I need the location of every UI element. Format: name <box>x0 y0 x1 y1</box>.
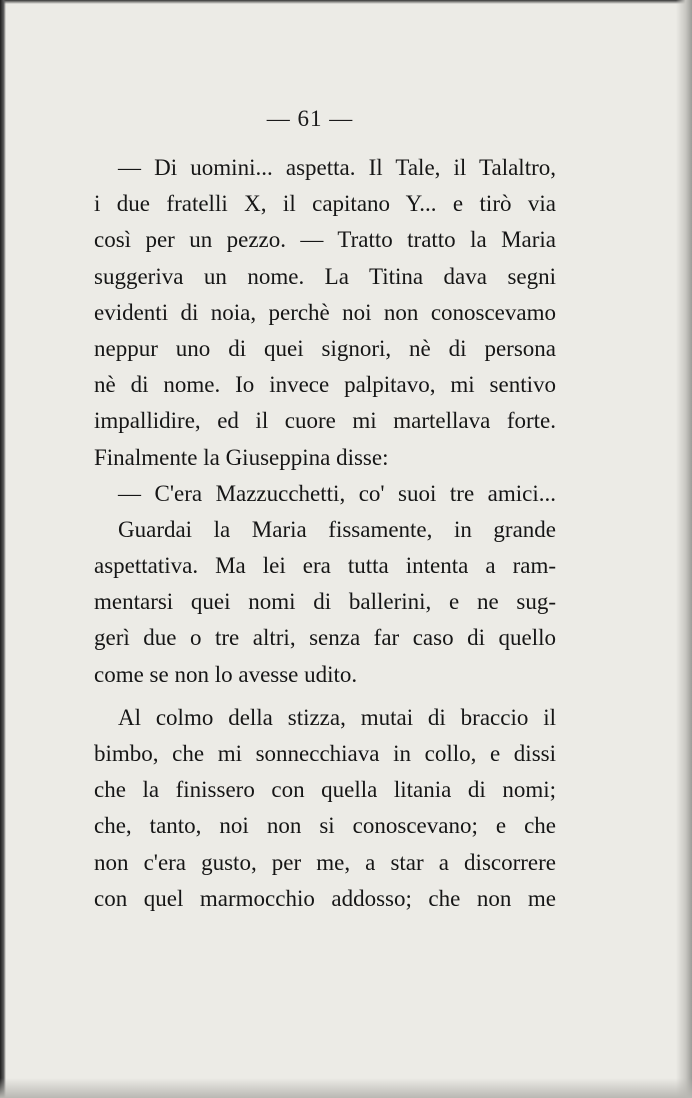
paragraph <box>94 700 556 917</box>
text-line: con quel marmocchio addosso; che non me <box>94 885 556 911</box>
paragraph <box>94 476 556 512</box>
text-line: i due fratelli X, il capitano Y... e tirò via <box>94 191 556 217</box>
page-edge-right <box>676 0 692 1098</box>
text-line: non c'era gusto, per me, a star a discorrere <box>94 849 556 875</box>
text-line: — C'era Mazzucchetti, co' suoi tre amici... <box>118 480 556 506</box>
text-line: Al colmo della stizza, mutai di braccio il <box>118 704 556 730</box>
text-line: impallidire, ed il cuore mi martellava forte. <box>94 408 556 434</box>
text-line: come se non lo avesse udito. <box>94 661 358 687</box>
text-line: nè di nome. Io invece palpitavo, mi sentivo <box>94 372 556 398</box>
text-line: Finalmente la Giuseppina disse: <box>94 444 389 470</box>
text-line: aspettativa. Ma lei era tutta intenta a ram- <box>94 553 556 579</box>
text-line: suggeriva un nome. La Titina dava segni <box>94 263 556 289</box>
page-edge-top <box>0 0 692 4</box>
body-text <box>94 150 556 917</box>
text-line: così per un pezzo. — Tratto tratto la Maria <box>94 227 556 253</box>
page-edge-bottom <box>0 1078 692 1098</box>
text-line: che la finissero con quella litania di nomi; <box>94 777 556 803</box>
text-line: bimbo, che mi sonnecchiava in collo, e dissi <box>94 741 556 766</box>
text-line: gerì due o tre altri, senza far caso di quello <box>94 625 556 651</box>
text-line: neppur uno di quei signori, nè di persona <box>94 335 556 361</box>
text-line: — Di uomini... aspetta. Il Tale, il Talaltro, <box>118 155 556 180</box>
paragraph-gap <box>94 693 556 700</box>
text-line: che, tanto, noi non si conoscevano; e che <box>94 813 556 839</box>
page-edge-left <box>0 0 6 1098</box>
text-line: evidenti di noia, perchè noi non conoscevamo <box>94 299 556 325</box>
text-line: mentarsi quei nomi di ballerini, e ne sug- <box>94 589 556 615</box>
text-line: Guardai la Maria fissamente, in grande <box>118 516 556 542</box>
page-number: — 61 — <box>266 106 354 131</box>
paragraph <box>94 150 556 476</box>
paragraph <box>94 512 556 693</box>
